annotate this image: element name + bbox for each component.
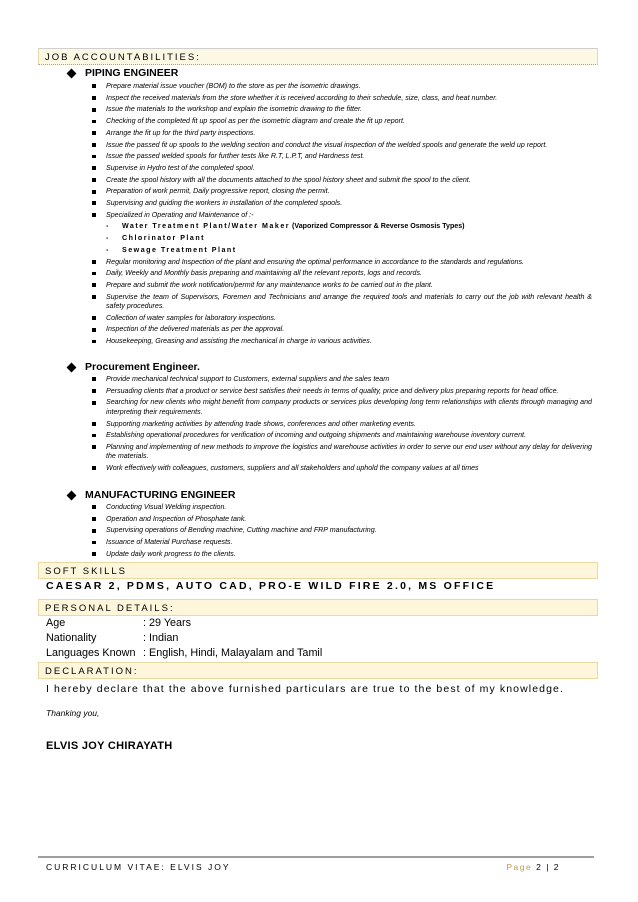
list-item: Prepare material issue voucher (BOM) to the store as per the isometric drawings. [92,82,592,91]
personal-row-age [46,617,191,629]
personal-key: Age [46,617,66,629]
list-item: Create the spool history with all the documents attached to the spool history sheet and submit the spool to the client. [92,176,592,185]
list-item: Work effectively with colleagues, customers, suppliers and all stakeholders and uphold the company values at all times [92,464,592,473]
page-label: Page [506,862,533,872]
sub-item-water-treatment [106,222,592,231]
list-item: Inspect the received materials from the store whether it is received according to their schedule, size, class, and heat number. [92,94,592,103]
procurement-duties-list [92,375,592,476]
footer-title: CURRICULUM VITAE: ELVIS JOY [46,862,231,872]
sub-item-text: Water Treatment Plant/Water Maker [122,222,291,231]
list-item: Regular monitoring and Inspection of the plant and ensuring the optimal performance in accordance to the standards and regulations. [92,258,592,267]
manufacturing-duties-list [92,503,592,562]
soft-skills-text: CAESAR 2, PDMS, AUTO CAD, PRO-E WILD FIRE 2.0, MS OFFICE [46,580,496,592]
list-item: Supervise in Hydro test of the completed spool. [92,164,592,173]
sub-item-chlorinator [106,234,592,243]
personal-key: Nationality [46,632,97,644]
role-title-procurement-engineer [66,361,200,373]
list-item: Arrange the fit up for the third party inspections. [92,129,592,138]
list-item: Operation and Inspection of Phosphate tank. [92,515,592,524]
sub-item-detail: (Vaporized Compressor & Reverse Osmosis Types) [290,222,465,231]
list-item: Issue the materials to the workshop and explain the isometric drawing to the fitter. [92,105,592,114]
list-item: Supporting marketing activities by attending trade shows, conferences and other marketing events. [92,420,592,429]
personal-row-languages [46,647,322,659]
section-header-personal-details: PERSONAL DETAILS: [38,599,598,616]
role-title-text: MANUFACTURING ENGINEER [85,489,236,501]
diamond-bullet-icon [67,362,77,372]
list-item: Issuance of Material Purchase requests. [92,538,592,547]
footer-divider [38,856,594,858]
sub-item-text: Chlorinator Plant [122,234,206,243]
diamond-bullet-icon [67,68,77,78]
role-title-piping-engineer [66,67,178,79]
list-item: Housekeeping, Greasing and assisting the mechanical in charge in various activities. [92,337,592,346]
personal-value: : Indian [143,632,179,644]
list-item: Planning and implementing of new methods to improve the logistics and warehouse activities in order to serve our end user without any delay for delivering the materials. [92,443,592,462]
list-item: Inspection of the delivered materials as per the approval. [92,325,592,334]
role-title-manufacturing-engineer [66,489,236,501]
declaration-text: I hereby declare that the above furnished particulars are true to the best of my knowledge. [46,683,565,695]
list-item: Persuading clients that a product or service best satisfies their needs in terms of quality, price and delivery plus preparing reports for head office. [92,387,592,396]
list-item: Daily, Weekly and Monthly basis preparing and maintaining all the relevant reports, logs and records. [92,269,592,278]
list-item: Supervising and guiding the workers in installation of the completed spools. [92,199,592,208]
list-item: Supervise the team of Supervisors, Foremen and Technicians and arrange the required tools and materials to carry out the job with relevant health & safety procedures. [92,293,592,312]
section-header-job-accountabilities: JOB ACCOUNTABILITIES: [38,48,598,65]
role-title-text: Procurement Engineer. [85,361,200,373]
list-item: Update daily work progress to the clients. [92,550,592,559]
page-count: 2 | 2 [536,862,560,872]
sub-item-sewage [106,246,592,255]
list-item: Establishing operational procedures for verification of incoming and outgoing shipments and maintaining warehouse inventory current. [92,431,592,440]
piping-duties-list [92,82,592,349]
personal-value: : English, Hindi, Malayalam and Tamil [143,647,323,659]
list-item: Conducting Visual Welding inspection. [92,503,592,512]
list-item: Provide mechanical technical support to Customers, external suppliers and the sales team [92,375,592,384]
personal-value: : 29 Years [143,617,192,629]
list-item: Issue the passed welded spools for further tests like R.T, L.P.T, and Hardness test. [92,152,592,161]
sub-item-text: Sewage Treatment Plant [122,245,237,254]
list-item: Collection of water samples for laboratory inspections. [92,314,592,323]
footer-page-number [506,862,560,872]
list-item: Prepare and submit the work notification/permit for any maintenance works to be carried out in the plant. [92,281,592,290]
list-item: Specialized in Operating and Maintenance of :- [92,211,592,220]
list-item: Checking of the completed fit up spool as per the isometric diagram and create the fit up report. [92,117,592,126]
thanking-text: Thanking you, [46,708,100,718]
role-title-text: PIPING ENGINEER [85,67,179,79]
section-header-declaration: DECLARATION: [38,662,598,679]
section-header-soft-skills: SOFT SKILLS [38,562,598,579]
signature-name: ELVIS JOY CHIRAYATH [46,740,173,752]
personal-row-nationality [46,632,178,644]
personal-key: Languages Known [46,647,136,659]
list-item: Searching for new clients who might benefit from company products or services plus developing long term relationships with clients through managing and interpreting their requirements. [92,398,592,417]
list-item: Preparation of work permit, Daily progressive report, closing the permit. [92,187,592,196]
diamond-bullet-icon [67,490,77,500]
list-item: Issue the passed fit up spools to the welding section and conduct the visual inspection of the welded spools and generate the weld up report. [92,141,592,150]
list-item: Supervising operations of Bending machine, Cutting machine and FRP manufacturing. [92,526,592,535]
